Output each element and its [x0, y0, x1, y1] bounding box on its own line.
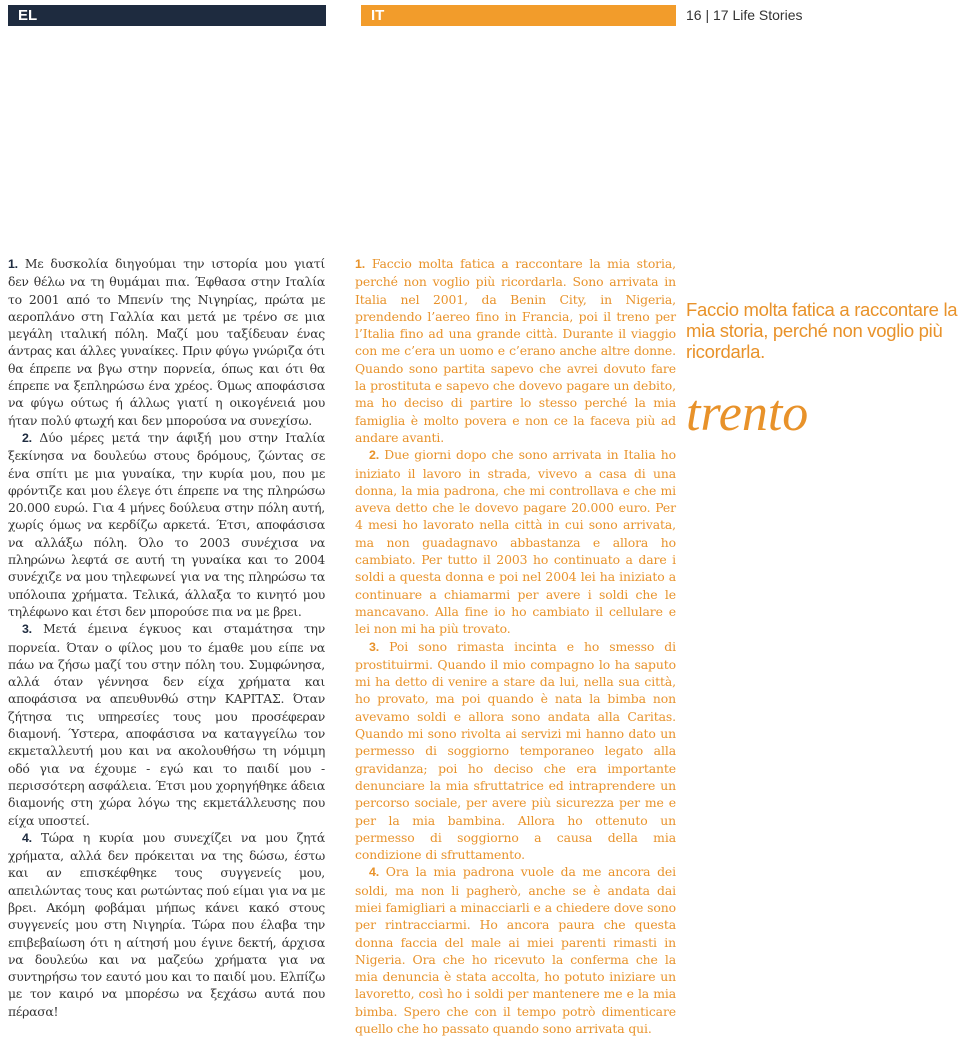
greek-paragraph: [8, 255, 325, 429]
pull-quote: Faccio molta fatica a raccontare la mia storia, perché non voglio più ricordarla.: [686, 299, 958, 362]
paragraph-number: 4.: [22, 830, 32, 845]
lang-bar-it: [361, 5, 676, 26]
paragraph-text: Due giorni dopo che sono arrivata in Italia ho iniziato il lavoro in strada, vivevo a casa di una donna, la mia padrona, che mi controllava e che mi aveva detto che le dovevo pagare 20.000 euro. Per 4 mesi ho lavorato nella città in cui sono arrivata, ma non guadagnavo abbastanza e allora ho cambiato. Per tutto il 2003 ho continuato a dare i soldi a questa donna e poi nel 2004 lei ha iniziato a continuare a chiamarmi per avere i soldi che le mancavano. Alla fine io ho cambiato il cellulare e lei non mi ha più trovato.: [355, 447, 676, 637]
italian-paragraph: [355, 255, 676, 446]
paragraph-number: 1.: [355, 257, 366, 271]
paragraph-text: Μετά έμεινα έγκυος και σταμάτησα την πορνεία. Όταν ο φίλος μου το έμαθε μου είπε να πάω να ζήσω μαζί του στην πόλη του. Συμφώνησα, αλλά όταν γέννησα δεν είχα χρήματα και αποφάσισα να απευθυνθώ στην ΚΑΡΙΤΑΣ. Όταν ζήτησα τις υπηρεσίες τους μου προσέφεραν διαμονή. Ύστερα, αποφάσισα να καταγγείλω τον εκμεταλλευτή μου και να ακολουθήσω τη νόμιμη οδό για να έχουμε - εγώ και το παιδί μου - περισσότερη ασφάλεια. Έτσι μου χορηγήθηκε άδεια διαμονής στη χώρα λόγω της εκμετάλλευσης που είχα υποστεί.: [8, 621, 325, 828]
city-name: trento: [686, 385, 809, 442]
greek-paragraph: [8, 829, 325, 1020]
paragraph-number: 3.: [22, 622, 32, 637]
italian-column: [355, 255, 676, 1037]
greek-paragraph: [8, 429, 325, 620]
paragraph-number: 3.: [369, 639, 380, 654]
paragraph-text: Με δυσκολία διηγούμαι την ιστορία μου γιατί δεν θέλω να τη θυμάμαι πια. Έφθασα στην Ιταλία το 2001 από το Μπενίν της Νιγηρίας, πρώτα με αεροπλάνο στη Γαλλία και μετά με τρένο σε μια μεγάλη ιταλική πόλη. Μαζί μου ταξίδευαν ένας άντρας και άλλες γυναίκες. Πριν φύγω γνώριζα ότι θα έπρεπε να βγω στην πορνεία, όπως και ότι θα έπρεπε να ξεπληρώσω ένα χρέος. Όμως αποφάσισα να φύγω ούτως ή άλλως γιατί η οικογένειά μου ήταν πολύ φτωχή και δεν μπορούσα να συνεχίσω.: [8, 256, 325, 428]
lang-label-it: IT: [371, 7, 385, 24]
paragraph-text: Poi sono rimasta incinta e ho smesso di prostituirmi. Quando il mio compagno lo ha saputo mi ha detto di venire a stare da lui, nella sua città, ho provato, ma poi quando è nata la bimba non avevamo soldi e allora sono andata alla Caritas. Quando mi sono rivolta ai servizi mi hanno dato un permesso di soggiorno temporaneo legato alla gravidanza; poi ho deciso che era importante denunciare la mia sfruttatrice ed intraprendere un percorso sociale, per avere più sicurezza per me e per la mia bambina. Allora ho ottenuto un permesso di soggiorno a causa della mia condizione di sfruttamento.: [355, 638, 676, 863]
section-title: Life Stories: [732, 7, 803, 23]
italian-paragraph: [355, 638, 676, 864]
paragraph-text: Faccio molta fatica a raccontare la mia storia, perché non voglio più ricordarla. Sono arrivata in Italia nel 2001, da Benin City, in Nigeria, prendendo l’aereo fino in Francia, poi il treno per l’Italia fino ad una grande città. Durante il viaggio con me c’era un uomo e c’erano anche altre donne. Quando sono partita sapevo che avrei dovuto fare la prostituta e sapevo che dovevo pagare un debito, ma ho deciso di partire lo stesso perché la mia famiglia è molto povera e non ce la faceva più ad andare avanti.: [355, 256, 676, 445]
paragraph-number: 4.: [369, 865, 380, 880]
paragraph-text: Ora la mia padrona vuole da me ancora dei soldi, ma non li pagherò, anche se è andata dai miei famigliari a minacciarli e a chiedere dove sono per rintracciarmi. Ho ancora paura che questa donna faccia del male ai miei parenti rimasti in Nigeria. Ora che ho ricevuto la conferma che la mia denuncia è stata accolta, ho potuto iniziare un lavoretto, così ho i soldi per mantenere me e la mia bimba. Spero che con il tempo potrò dimenticare quello che ho passato quando sono arrivata qui.: [355, 864, 676, 1037]
greek-column: [8, 255, 325, 1020]
paragraph-number: 2.: [369, 448, 380, 463]
paragraph-number: 1.: [8, 257, 18, 271]
lang-label-el: EL: [18, 7, 38, 24]
paragraph-number: 2.: [22, 430, 32, 445]
italian-paragraph: [355, 446, 676, 637]
page-numbers: 16 | 17: [686, 7, 729, 23]
greek-paragraph: [8, 620, 325, 829]
paragraph-text: Δύο μέρες μετά την άφιξή μου στην Ιταλία ξεκίνησα να δουλεύω στους δρόμους, ζώντας σε ένα σπίτι με μια γυναίκα, την κυρία μου, που με φρόντιζε και μου έλεγε ότι έπρεπε να της πληρώσω 20.000 ευρώ. Για 4 μήνες δούλευα στην πόλη αυτή, χωρίς όμως να κερδίζω αρκετά. Έτσι, αποφάσισα να αλλάξω πόλη. Όλο το 2003 συνέχισα να πληρώνω λεφτά σε αυτή τη γυναίκα και το 2004 συνέχιζε να μου τηλεφωνεί για να της πληρώσω τα υπόλοιπα χρήματα. Τελικά, άλλαξα το κινητό μου τηλέφωνο και έτσι δεν μπορούσε πια να με βρει.: [8, 429, 325, 619]
lang-bar-el: [8, 5, 326, 26]
italian-paragraph: [355, 863, 676, 1037]
page-header: [686, 5, 803, 26]
paragraph-text: Τώρα η κυρία μου συνεχίζει να μου ζητά χρήματα, αλλά δεν πρόκειται να της δώσω, έστω και αν επισκέφθηκε τους συγγενείς μου, απειλώντας τους και ρωτώντας πού είμαι για να με βρει. Ακόμη φοβάμαι μήπως κάνει κακό στους συγγενείς μου στη Νιγηρία. Τώρα που έλαβα την επιβεβαίωση ότι η αίτησή μου έγινε δεκτή, άρχισα να δουλεύω και να μαζεύω χρήματα για να συντηρήσω τον εαυτό μου και το παιδί μου. Ελπίζω με τον καιρό να μπορέσω να ξεχάσω αυτά που πέρασα!: [8, 829, 325, 1019]
